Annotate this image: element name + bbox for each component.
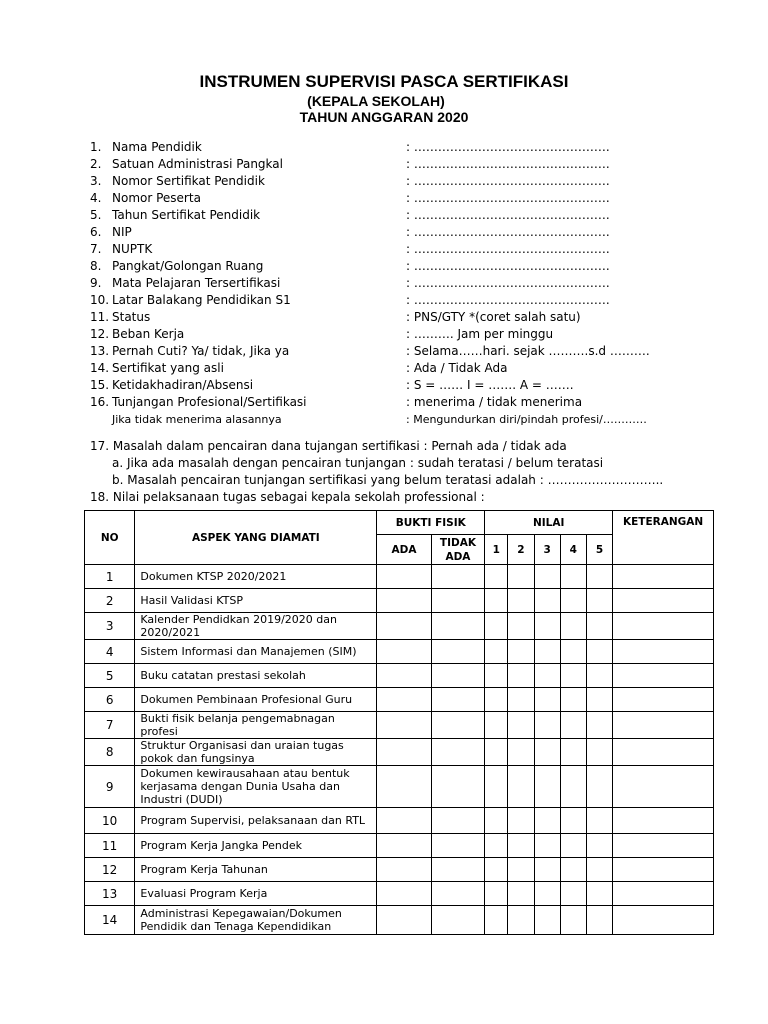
form-row-number: 3.: [90, 174, 102, 188]
cell-score-5[interactable]: [586, 858, 612, 882]
document-year: TAHUN ANGGARAN 2020: [299, 109, 469, 125]
row-aspek: Evaluasi Program Kerja: [135, 882, 377, 906]
form-row: [90, 377, 720, 394]
cell-tidak-ada[interactable]: [431, 834, 484, 858]
form-row-label: Tunjangan Profesional/Sertifikasi: [112, 395, 307, 409]
form-row: [90, 241, 720, 258]
cell-tidak-ada[interactable]: [431, 808, 484, 834]
form-row-value[interactable]: : Ada / Tidak Ada: [406, 361, 508, 375]
form-row-label: Beban Kerja: [112, 327, 185, 341]
cell-score-1[interactable]: [485, 613, 508, 640]
cell-score-2[interactable]: [508, 589, 534, 613]
header-no: NO: [85, 511, 135, 565]
cell-score-4[interactable]: [560, 589, 586, 613]
cell-score-1[interactable]: [485, 808, 508, 834]
header-score-4: 4: [560, 535, 586, 565]
cell-score-2[interactable]: [508, 834, 534, 858]
cell-score-4[interactable]: [560, 739, 586, 766]
cell-score-2[interactable]: [508, 739, 534, 766]
cell-score-4[interactable]: [560, 664, 586, 688]
form-row-number: 9.: [90, 276, 102, 290]
form-row-value[interactable]: : ………………………………………….: [406, 157, 610, 171]
form-row-number: 13.: [90, 344, 110, 358]
cell-keterangan[interactable]: [613, 688, 714, 712]
form-row: [90, 139, 720, 156]
row-number: 11: [85, 834, 135, 858]
form-row-label: NUPTK: [112, 242, 153, 256]
cell-keterangan[interactable]: [613, 906, 714, 935]
form-row-number: 5.: [90, 208, 102, 222]
cell-score-3[interactable]: [534, 712, 560, 739]
row-aspek: Hasil Validasi KTSP: [135, 589, 377, 613]
cell-score-4[interactable]: [560, 808, 586, 834]
cell-tidak-ada[interactable]: [431, 766, 484, 808]
table-row: [85, 712, 714, 739]
cell-score-5[interactable]: [586, 664, 612, 688]
cell-ada[interactable]: [377, 613, 431, 640]
cell-score-4[interactable]: [560, 688, 586, 712]
form-row-number: 2.: [90, 157, 102, 171]
form-row-number: 11.: [90, 310, 110, 324]
cell-score-5[interactable]: [586, 688, 612, 712]
cell-score-4[interactable]: [560, 565, 586, 589]
header-tidak-ada: TIDAK ADA: [431, 535, 484, 565]
form-row-value[interactable]: : ………………………………………….: [406, 225, 610, 239]
cell-score-2[interactable]: [508, 712, 534, 739]
header-aspek: ASPEK YANG DIAMATI: [135, 511, 377, 565]
form-row-value[interactable]: : PNS/GTY *(coret salah satu): [406, 310, 581, 324]
cell-score-5[interactable]: [586, 565, 612, 589]
cell-tidak-ada[interactable]: [431, 613, 484, 640]
cell-score-1[interactable]: [485, 906, 508, 935]
cell-tidak-ada[interactable]: [431, 882, 484, 906]
cell-score-1[interactable]: [485, 834, 508, 858]
form-row-number: 4.: [90, 191, 102, 205]
row-number: 1: [85, 565, 135, 589]
cell-score-3[interactable]: [534, 882, 560, 906]
cell-ada[interactable]: [377, 766, 431, 808]
cell-score-5[interactable]: [586, 834, 612, 858]
form-row-value[interactable]: : ………. Jam per minggu: [406, 327, 554, 341]
cell-score-5[interactable]: [586, 766, 612, 808]
cell-score-2[interactable]: [508, 613, 534, 640]
cell-ada[interactable]: [377, 565, 431, 589]
cell-score-3[interactable]: [534, 834, 560, 858]
form-row-note: [90, 411, 720, 428]
row-number: 14: [85, 906, 135, 935]
cell-score-3[interactable]: [534, 808, 560, 834]
document-subtitle: (KEPALA SEKOLAH): [307, 93, 445, 109]
section-17-item-a: a. Jika ada masalah dengan pencairan tunjangan : sudah teratasi / belum teratasi: [112, 456, 604, 470]
cell-score-5[interactable]: [586, 640, 612, 664]
form-row-number: 7.: [90, 242, 102, 256]
cell-keterangan[interactable]: [613, 858, 714, 882]
row-aspek: Bukti fisik belanja pengemabnagan profesi: [135, 712, 377, 739]
cell-score-5[interactable]: [586, 712, 612, 739]
cell-keterangan[interactable]: [613, 882, 714, 906]
form-row-number: 10.: [90, 293, 110, 307]
cell-score-1[interactable]: [485, 858, 508, 882]
cell-score-1[interactable]: [485, 712, 508, 739]
cell-score-5[interactable]: [586, 906, 612, 935]
cell-score-1[interactable]: [485, 565, 508, 589]
table-row: [85, 739, 714, 766]
cell-score-1[interactable]: [485, 589, 508, 613]
form-row-value[interactable]: : S = …… I = ……. A = …….: [406, 378, 574, 392]
cell-tidak-ada[interactable]: [431, 589, 484, 613]
form-row-label: Nomor Peserta: [112, 191, 201, 205]
table-row: [85, 906, 714, 935]
cell-score-4[interactable]: [560, 858, 586, 882]
cell-keterangan[interactable]: [613, 712, 714, 739]
cell-keterangan[interactable]: [613, 613, 714, 640]
cell-score-4[interactable]: [560, 834, 586, 858]
cell-score-4[interactable]: [560, 766, 586, 808]
cell-score-2[interactable]: [508, 858, 534, 882]
cell-score-1[interactable]: [485, 640, 508, 664]
row-number: 3: [85, 613, 135, 640]
header-keterangan: KETERANGAN: [613, 511, 714, 565]
cell-score-3[interactable]: [534, 766, 560, 808]
cell-score-3[interactable]: [534, 589, 560, 613]
form-row: [90, 190, 720, 207]
header-bukti-fisik: BUKTI FISIK: [377, 511, 485, 535]
cell-ada[interactable]: [377, 882, 431, 906]
cell-score-5[interactable]: [586, 808, 612, 834]
form-row-number: 12.: [90, 327, 110, 341]
form-row-value[interactable]: : ………………………………………….: [406, 276, 610, 290]
row-number: 4: [85, 640, 135, 664]
cell-ada[interactable]: [377, 712, 431, 739]
cell-keterangan[interactable]: [613, 808, 714, 834]
form-row: [90, 173, 720, 190]
cell-keterangan[interactable]: [613, 589, 714, 613]
table-row: [85, 808, 714, 834]
table-row: [85, 834, 714, 858]
cell-score-2[interactable]: [508, 688, 534, 712]
form-row-label: Ketidakhadiran/Absensi: [112, 378, 254, 392]
cell-score-3[interactable]: [534, 739, 560, 766]
cell-keterangan[interactable]: [613, 664, 714, 688]
form-row-label: Tahun Sertifikat Pendidik: [112, 208, 261, 222]
header-nilai: NILAI: [485, 511, 613, 535]
form-row-label: Status: [112, 310, 151, 324]
table-row: [85, 565, 714, 589]
form-row: [90, 360, 720, 377]
table-row: [85, 664, 714, 688]
table-row: [85, 766, 714, 808]
form-row-label: Nomor Sertifikat Pendidik: [112, 174, 265, 188]
form-row: [90, 343, 720, 360]
header-ada: ADA: [377, 535, 431, 565]
cell-ada[interactable]: [377, 808, 431, 834]
row-aspek: Dokumen Pembinaan Profesional Guru: [135, 688, 377, 712]
cell-score-2[interactable]: [508, 882, 534, 906]
cell-keterangan[interactable]: [613, 640, 714, 664]
cell-score-3[interactable]: [534, 640, 560, 664]
form-row-number: 16.: [90, 395, 110, 409]
cell-score-3[interactable]: [534, 906, 560, 935]
cell-tidak-ada[interactable]: [431, 664, 484, 688]
cell-ada[interactable]: [377, 906, 431, 935]
cell-score-5[interactable]: [586, 613, 612, 640]
form-row: [90, 275, 720, 292]
section-18-heading: 18. Nilai pelaksanaan tugas sebagai kepala sekolah professional :: [90, 490, 485, 504]
form-row-number: 14.: [90, 361, 110, 375]
form-row-value[interactable]: : ………………………………………….: [406, 242, 610, 256]
row-aspek: Dokumen KTSP 2020/2021: [135, 565, 377, 589]
row-number: 6: [85, 688, 135, 712]
cell-score-2[interactable]: [508, 565, 534, 589]
cell-tidak-ada[interactable]: [431, 739, 484, 766]
form-row: [90, 258, 720, 275]
table-row: [85, 858, 714, 882]
cell-score-2[interactable]: [508, 640, 534, 664]
row-number: 8: [85, 739, 135, 766]
cell-ada[interactable]: [377, 858, 431, 882]
cell-score-4[interactable]: [560, 613, 586, 640]
form-row-label: Satuan Administrasi Pangkal: [112, 157, 283, 171]
cell-score-1[interactable]: [485, 664, 508, 688]
cell-score-3[interactable]: [534, 664, 560, 688]
note-value[interactable]: : Mengundurkan diri/pindah profesi/…………: [406, 413, 647, 426]
cell-score-3[interactable]: [534, 688, 560, 712]
form-row-label: Nama Pendidik: [112, 140, 202, 154]
form-row-value[interactable]: : ………………………………………….: [406, 191, 610, 205]
cell-score-2[interactable]: [508, 906, 534, 935]
form-row-number: 15.: [90, 378, 110, 392]
form-row-value[interactable]: : menerima / tidak menerima: [406, 395, 583, 409]
row-number: 10: [85, 808, 135, 834]
form-row: [90, 326, 720, 343]
row-aspek: Program Kerja Jangka Pendek: [135, 834, 377, 858]
cell-score-4[interactable]: [560, 640, 586, 664]
row-number: 7: [85, 712, 135, 739]
cell-tidak-ada[interactable]: [431, 858, 484, 882]
cell-score-2[interactable]: [508, 808, 534, 834]
identity-form: [90, 139, 720, 428]
table-row: [85, 589, 714, 613]
cell-ada[interactable]: [377, 640, 431, 664]
cell-tidak-ada[interactable]: [431, 688, 484, 712]
table-row: [85, 613, 714, 640]
cell-ada[interactable]: [377, 834, 431, 858]
form-row-value[interactable]: : ………………………………………….: [406, 140, 610, 154]
form-row-label: Latar Balakang Pendidikan S1: [112, 293, 291, 307]
header-score-1: 1: [485, 535, 508, 565]
assessment-table: [84, 510, 714, 935]
cell-keterangan[interactable]: [613, 766, 714, 808]
form-row: [90, 309, 720, 326]
cell-tidak-ada[interactable]: [431, 640, 484, 664]
header-score-2: 2: [508, 535, 534, 565]
cell-tidak-ada[interactable]: [431, 565, 484, 589]
form-row: [90, 394, 720, 411]
cell-score-4[interactable]: [560, 882, 586, 906]
table-row: [85, 640, 714, 664]
cell-tidak-ada[interactable]: [431, 712, 484, 739]
row-aspek: Program Kerja Tahunan: [135, 858, 377, 882]
cell-keterangan[interactable]: [613, 834, 714, 858]
form-row-label: Mata Pelajaran Tersertifikasi: [112, 276, 281, 290]
row-number: 12: [85, 858, 135, 882]
cell-keterangan[interactable]: [613, 565, 714, 589]
form-row: [90, 224, 720, 241]
cell-score-1[interactable]: [485, 688, 508, 712]
row-aspek: Administrasi Kepegawaian/Dokumen Pendidik dan Tenaga Kependidikan: [135, 906, 377, 935]
row-aspek: Buku catatan prestasi sekolah: [135, 664, 377, 688]
cell-score-5[interactable]: [586, 882, 612, 906]
cell-ada[interactable]: [377, 664, 431, 688]
cell-score-4[interactable]: [560, 712, 586, 739]
row-number: 2: [85, 589, 135, 613]
cell-score-3[interactable]: [534, 858, 560, 882]
cell-score-1[interactable]: [485, 766, 508, 808]
row-aspek: Kalender Pendidkan 2019/2020 dan 2020/2021: [135, 613, 377, 640]
row-aspek: Dokumen kewirausahaan atau bentuk kerjasama dengan Dunia Usaha dan Industri (DUDI): [135, 766, 377, 808]
note-label: Jika tidak menerima alasannya: [112, 413, 282, 426]
cell-keterangan[interactable]: [613, 739, 714, 766]
cell-score-1[interactable]: [485, 739, 508, 766]
cell-score-1[interactable]: [485, 882, 508, 906]
row-number: 5: [85, 664, 135, 688]
cell-score-2[interactable]: [508, 766, 534, 808]
form-row: [90, 156, 720, 173]
header-score-3: 3: [534, 535, 560, 565]
section-17-question: 17. Masalah dalam pencairan dana tujangan sertifikasi : Pernah ada / tidak ada: [90, 439, 567, 453]
cell-ada[interactable]: [377, 739, 431, 766]
row-aspek: Sistem Informasi dan Manajemen (SIM): [135, 640, 377, 664]
table-row: [85, 688, 714, 712]
form-row-label: Pernah Cuti? Ya/ tidak, Jika ya: [112, 344, 290, 358]
form-row-value[interactable]: : ………………………………………….: [406, 174, 610, 188]
form-row: [90, 292, 720, 309]
form-row-value[interactable]: : ………………………………………….: [406, 208, 610, 222]
form-row-number: 8.: [90, 259, 102, 273]
document-title: INSTRUMEN SUPERVISI PASCA SERTIFIKASI: [199, 72, 569, 91]
section-17-item-b: b. Masalah pencairan tunjangan sertifikasi yang belum teratasi adalah : ………………………..: [112, 473, 664, 487]
form-row-value[interactable]: : ………………………………………….: [406, 259, 610, 273]
row-number: 13: [85, 882, 135, 906]
row-aspek: Struktur Organisasi dan uraian tugas pokok dan fungsinya: [135, 739, 377, 766]
form-row-label: Pangkat/Golongan Ruang: [112, 259, 264, 273]
form-row-value[interactable]: : Selama……hari. sejak ……….s.d ……….: [406, 344, 650, 358]
form-row-number: 6.: [90, 225, 102, 239]
form-row: [90, 207, 720, 224]
cell-ada[interactable]: [377, 589, 431, 613]
table-row: [85, 882, 714, 906]
form-row-label: Sertifikat yang asli: [112, 361, 224, 375]
cell-tidak-ada[interactable]: [431, 906, 484, 935]
cell-score-4[interactable]: [560, 906, 586, 935]
cell-score-5[interactable]: [586, 589, 612, 613]
form-row-label: NIP: [112, 225, 132, 239]
cell-score-3[interactable]: [534, 565, 560, 589]
cell-score-2[interactable]: [508, 664, 534, 688]
cell-score-5[interactable]: [586, 739, 612, 766]
form-row-number: 1.: [90, 140, 102, 154]
row-number: 9: [85, 766, 135, 808]
header-score-5: 5: [586, 535, 612, 565]
row-aspek: Program Supervisi, pelaksanaan dan RTL: [135, 808, 377, 834]
cell-ada[interactable]: [377, 688, 431, 712]
form-row-value[interactable]: : ………………………………………….: [406, 293, 610, 307]
cell-score-3[interactable]: [534, 613, 560, 640]
